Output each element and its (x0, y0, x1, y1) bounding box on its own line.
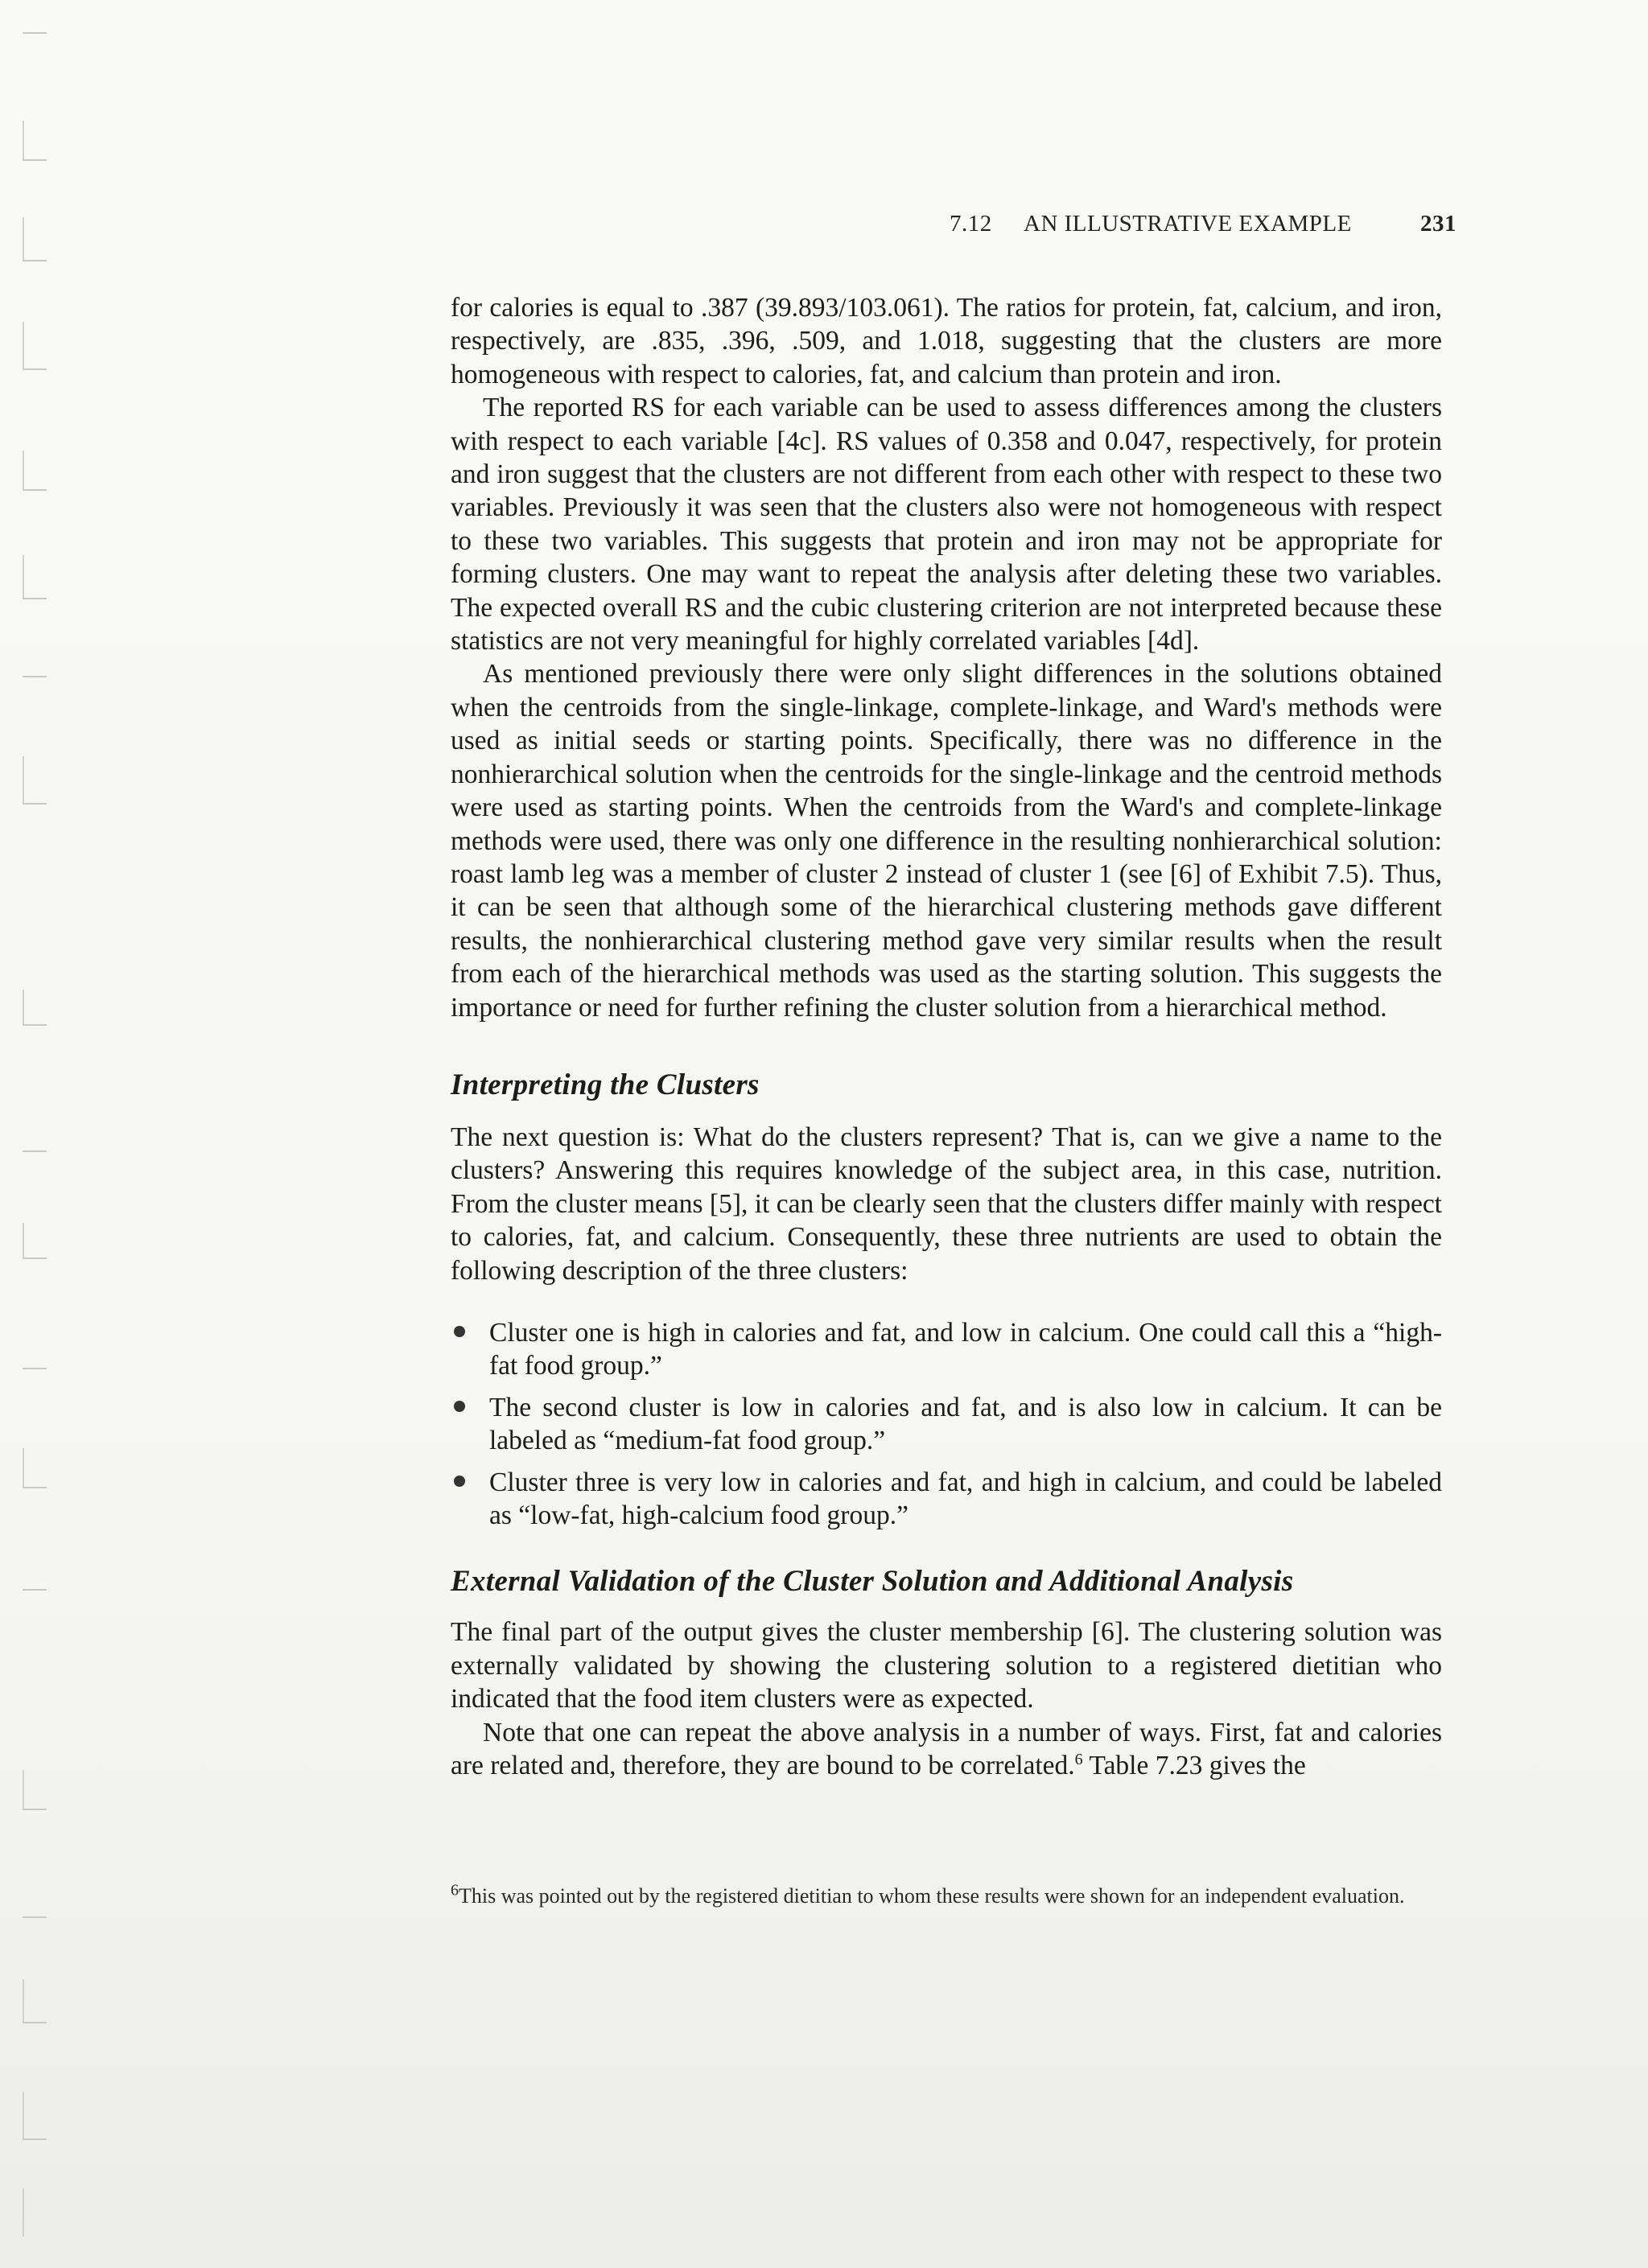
paragraph: The final part of the output gives the cluster membership [6]. The clustering solution was externally validated by showing the clustering solution to a registered dietitian who indicated that the food item clusters were as expected. (451, 1617, 1442, 1714)
binding-mark (23, 1487, 47, 1488)
paragraph-text: Note that one can repeat the above analysis in a number of ways. First, fat and calories are related and, therefore, they are bound to be correlated. (451, 1717, 1442, 1781)
binding-mark (23, 1150, 47, 1152)
section-number: 7.12 (950, 211, 992, 237)
section-title: AN ILLUSTRATIVE EXAMPLE (1024, 211, 1352, 237)
footnote (451, 1881, 1442, 1912)
list-item-text: The second cluster is low in calories and fat, and is also low in calcium. It can be labeled as “medium-fat food group.” (489, 1392, 1442, 1456)
binding-mark (23, 217, 24, 261)
bullet-icon (454, 1476, 465, 1487)
binding-mark (23, 1979, 24, 2023)
binding-mark (23, 451, 24, 491)
binding-mark (23, 2022, 47, 2023)
bullet-icon (454, 1401, 465, 1412)
list-item-text: Cluster one is high in calories and fat, and low in calcium. One could call this a “high-fat food group.” (489, 1317, 1442, 1381)
list-item (451, 1466, 1442, 1533)
binding-mark (23, 2092, 24, 2140)
binding-mark (23, 1916, 47, 1918)
binding-mark (23, 2138, 47, 2140)
page-number: 231 (1420, 211, 1456, 237)
list-item (451, 1391, 1442, 1458)
binding-edge (23, 0, 55, 2268)
binding-mark (23, 990, 24, 1026)
paragraph: for calories is equal to .387 (39.893/103.061). The ratios for protein, fat, calcium, and iron, respectively, are .835, .396, .509, and 1.018, suggesting that the clusters are more homogeneous with respect to calories, fat, and calcium than protein and iron. (451, 293, 1442, 389)
binding-mark (23, 2188, 24, 2237)
section-heading: Interpreting the Clusters (451, 1068, 760, 1101)
binding-mark (23, 1809, 47, 1810)
paragraph (451, 1716, 1442, 1783)
list-item-text: Cluster three is very low in calories and fat, and high in calcium, and could be labeled as “low-fat, high-calcium food group.” (489, 1467, 1442, 1530)
footnote-reference: 6 (1074, 1750, 1083, 1768)
binding-mark (23, 1257, 47, 1259)
binding-mark (23, 676, 47, 677)
footnote-marker: 6 (451, 1881, 459, 1900)
section-heading: External Validation of the Cluster Solution and Additional Analysis (451, 1565, 1294, 1599)
binding-mark (23, 555, 24, 599)
paragraph-text: Table 7.23 gives the (1082, 1751, 1306, 1781)
paragraph: As mentioned previously there were only slight differences in the solutions obtained when the centroids from the single-linkage, complete-linkage, and Ward's methods were used as initial seeds or starting points. Specifically, there was no difference in the nonhierarchical solution when the centroids for the single-linkage and the centroid methods were used as starting points. When the centroids from the Ward's and complete-linkage methods were used, there was only one difference in the resulting nonhierarchical solution: roast lamb leg was a member of cluster 2 instead of cluster 1 (see [6] of Exhibit 7.5). Thus, it can be seen that although some of the hierarchical clustering methods gave different results, the nonhierarchical clustering method gave very similar results when the result from each of the hierarchical methods was used as the starting solution. This suggests the importance or need for further refining the cluster solution from a hierarchical method. (451, 659, 1442, 1023)
paragraph: The reported RS for each variable can be used to assess differences among the clusters with respect to each variable [4c]. RS values of 0.358 and 0.047, respectively, for protein and iron suggest that the clusters are not different from each other with respect to these two variables. Previously it was seen that the clusters also were not homogeneous with respect to these two variables. This suggests that protein and iron may not be appropriate for forming clusters. One may want to repeat the analysis after deleting these two variables. The expected overall RS and the cubic clustering criterion are not interpreted because these statistics are not very meaningful for highly correlated variables [4d]. (451, 393, 1442, 657)
binding-mark (23, 489, 47, 491)
binding-mark (23, 159, 47, 161)
binding-mark (23, 1589, 47, 1591)
bullet-icon (454, 1326, 465, 1337)
running-header (950, 211, 1456, 243)
binding-mark (23, 1448, 24, 1488)
binding-mark (23, 260, 47, 261)
binding-mark (23, 1368, 47, 1369)
bullet-list (451, 1316, 1442, 1532)
binding-mark (23, 121, 24, 161)
binding-mark (23, 322, 24, 370)
binding-mark (23, 368, 47, 370)
binding-mark (23, 598, 47, 599)
footnote-text: This was pointed out by the registered dietitian to whom these results were shown for an independent evaluation. (459, 1884, 1405, 1908)
binding-mark (23, 1223, 24, 1259)
binding-mark (23, 803, 47, 805)
binding-mark (23, 32, 47, 34)
binding-mark (23, 1024, 47, 1026)
list-item (451, 1316, 1442, 1383)
binding-mark (23, 756, 24, 805)
body-text (451, 291, 1442, 1782)
paragraph: The next question is: What do the clusters represent? That is, can we give a name to the clusters? Answering this requires knowledge of the subject area, in this case, nutrition. From the cluster means [5], it can be clearly seen that the clusters differ mainly with respect to calories, fat, and calcium. Consequently, these three nutrients are used to obtain the following description of the three clusters: (451, 1122, 1442, 1286)
binding-mark (23, 1770, 24, 1810)
